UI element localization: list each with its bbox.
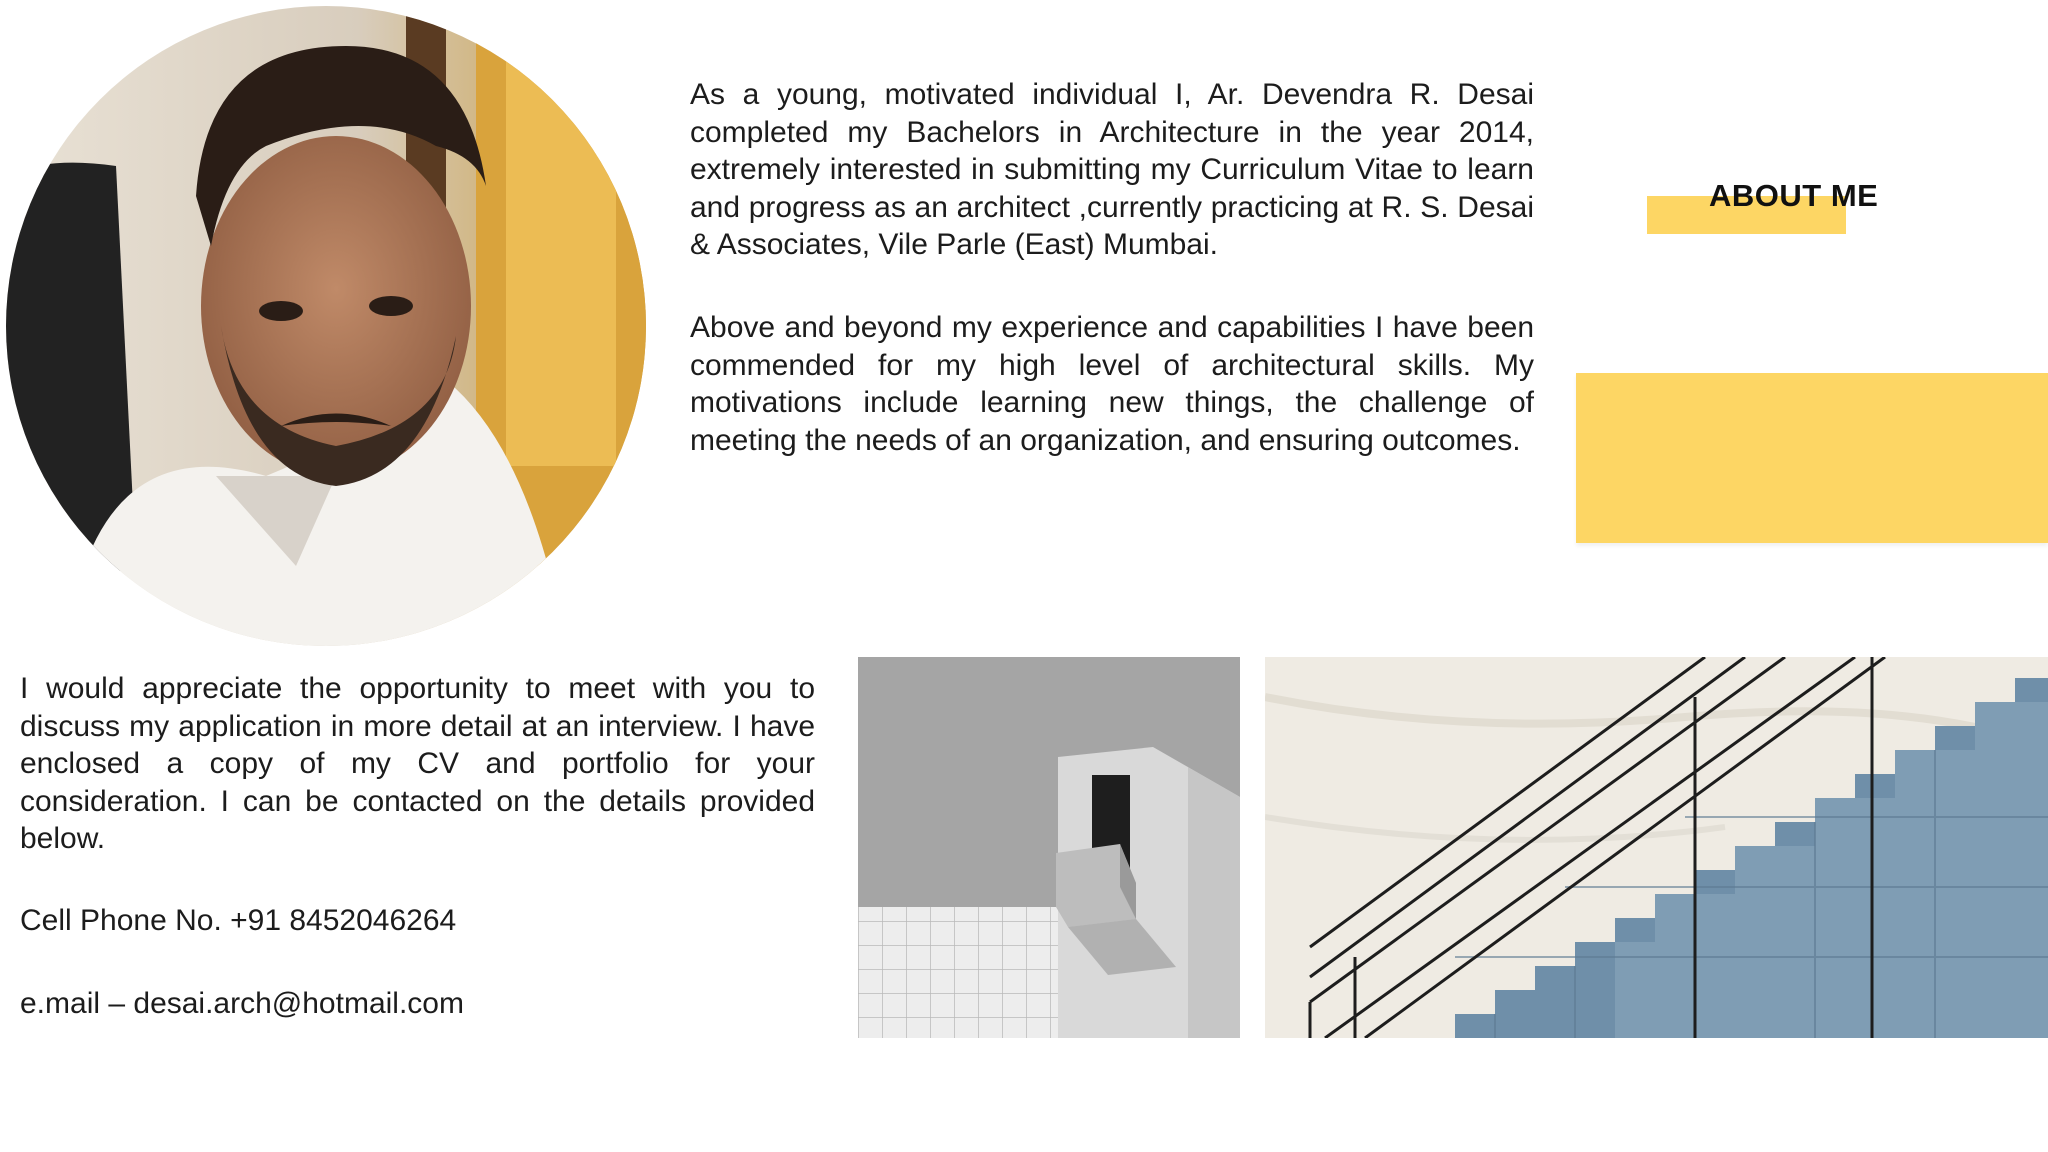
decorative-yellow-block xyxy=(1576,373,2048,543)
profile-photo xyxy=(6,6,646,646)
building-facade-photo-icon xyxy=(858,657,1240,1038)
staircase-railing-photo-icon xyxy=(1265,657,2048,1038)
portrait-photo-icon xyxy=(6,6,646,646)
about-title: ABOUT ME xyxy=(1709,178,1879,213)
contact-paragraph-text: I would appreciate the opportunity to meet with you to discuss my application in more detail at an interview. I have enclosed a copy of my CV and portfolio for your consideration. I can be contacted on the details provided below. xyxy=(20,672,815,855)
intro-paragraph-2 xyxy=(690,309,1534,459)
intro-paragraph-1 xyxy=(690,76,1534,264)
intro-paragraph-1-text: As a young, motivated individual I, Ar. Devendra R. Desai completed my Bachelors in Architecture in the year 2014, extremely interested in submitting my Curriculum Vitae to learn and progress as an architect ,currently practicing at R. S. Desai & Associates, Vile Parle (East) Mumbai. xyxy=(690,78,1534,261)
phone-line: Cell Phone No. +91 8452046264 xyxy=(20,904,457,937)
building-image xyxy=(858,657,1240,1038)
email-line: e.mail – desai.arch@hotmail.com xyxy=(20,987,464,1020)
stairs-image xyxy=(1265,657,2048,1038)
intro-paragraph-2-text: Above and beyond my experience and capabilities I have been commended for my high level of architectural skills. My motivations include learning new things, the challenge of meeting the needs of an organization, and ensuring outcomes. xyxy=(690,311,1534,457)
contact-paragraph xyxy=(20,670,815,858)
